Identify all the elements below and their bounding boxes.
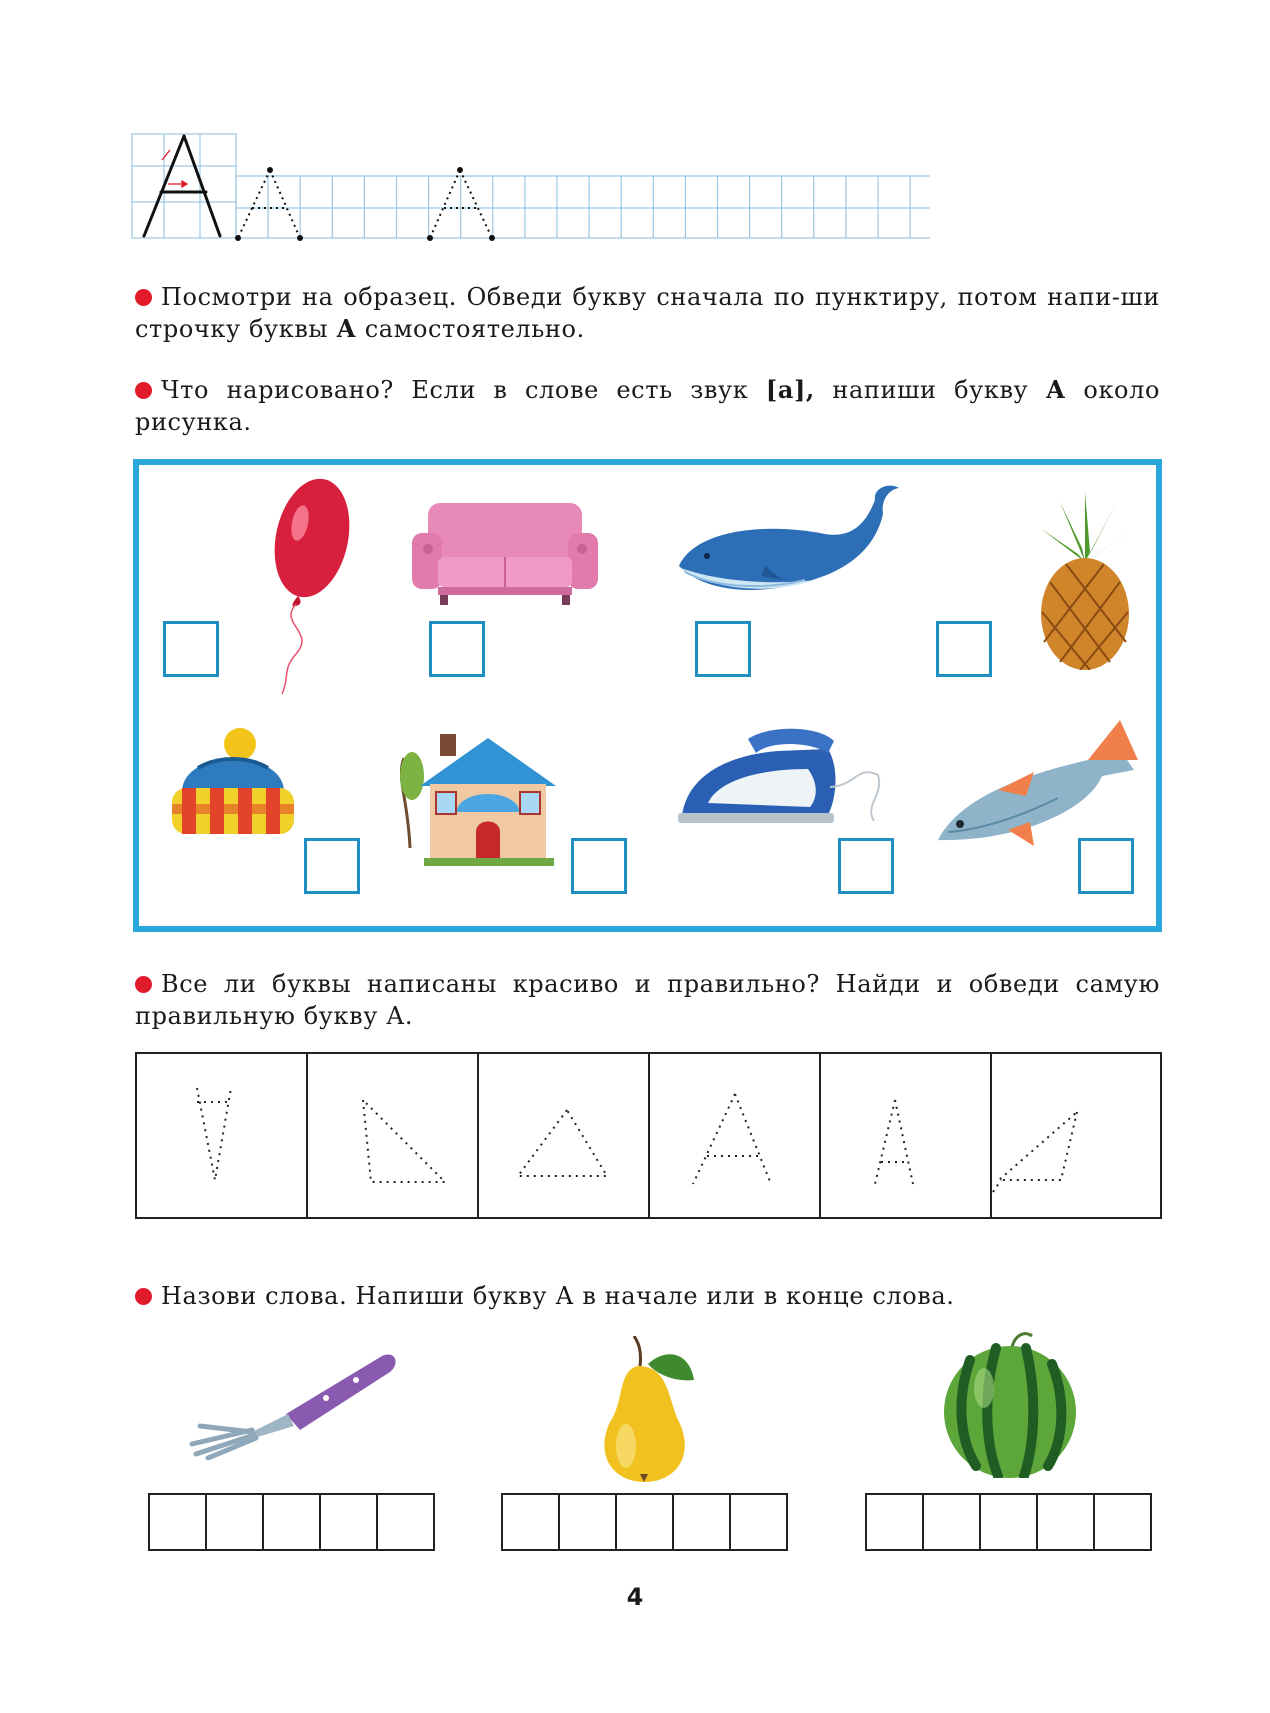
task-2-instruction: Что нарисовано? Если в слове есть звук [а], напиши букву А около рисунка. — [135, 375, 1161, 436]
word-box-cell[interactable] — [1036, 1493, 1095, 1551]
fork-icon — [186, 1350, 398, 1460]
traced-letter-1 — [238, 170, 300, 238]
page-number: 4 — [626, 1583, 644, 1611]
answer-box-balloon[interactable] — [163, 621, 219, 677]
word-box-cell[interactable] — [979, 1493, 1038, 1551]
whale-icon — [675, 480, 905, 602]
word-box-cell[interactable] — [205, 1493, 264, 1551]
answer-box-fish[interactable] — [1078, 838, 1134, 894]
copybook-row — [130, 130, 930, 242]
variant-6-letter — [993, 1112, 1077, 1192]
word-box-cell[interactable] — [319, 1493, 378, 1551]
answer-box-house[interactable] — [571, 838, 627, 894]
word-box-cell[interactable] — [262, 1493, 321, 1551]
bullet-icon — [135, 289, 152, 306]
word-box-cell[interactable] — [1093, 1493, 1152, 1551]
answer-box-pineapple[interactable] — [936, 621, 992, 677]
pear-icon — [598, 1336, 708, 1482]
variant-4-letter — [693, 1094, 771, 1184]
answer-box-iron[interactable] — [838, 838, 894, 894]
word-box-cell[interactable] — [922, 1493, 981, 1551]
word-box-cell[interactable] — [615, 1493, 674, 1551]
watermelon-icon — [940, 1330, 1080, 1478]
task-1-instruction: Посмотри на образец. Обведи букву сначала по пунктиру, потом напи-ши строчку буквы А самостоятельно. — [135, 283, 1160, 343]
house-icon — [400, 728, 560, 866]
task-4-instruction: Назови слова. Напиши букву А в начале или в конце слова. — [135, 1280, 1160, 1312]
iron-icon — [678, 725, 883, 825]
word-box-cell[interactable] — [148, 1493, 207, 1551]
task-3-instruction: Все ли буквы написаны красиво и правильно? Найди и обведи самую правильную букву А. — [135, 970, 1160, 1030]
word-box-cell[interactable] — [376, 1493, 435, 1551]
hat-icon — [168, 728, 298, 840]
variant-3-letter — [518, 1110, 607, 1176]
word-box-cell[interactable] — [672, 1493, 731, 1551]
word-box-cell[interactable] — [558, 1493, 617, 1551]
word-box-cell[interactable] — [501, 1493, 560, 1551]
sofa-icon — [410, 497, 600, 605]
word-box-cell[interactable] — [729, 1493, 788, 1551]
answer-box-whale[interactable] — [695, 621, 751, 677]
letter-variants — [135, 1052, 1162, 1219]
pineapple-icon — [1030, 492, 1140, 670]
answer-box-sofa[interactable] — [429, 621, 485, 677]
variant-5-letter — [875, 1100, 913, 1184]
balloon-icon — [240, 478, 360, 703]
bullet-icon — [135, 1288, 152, 1305]
word-box-cell[interactable] — [865, 1493, 924, 1551]
bullet-icon — [135, 382, 152, 399]
answer-box-hat[interactable] — [304, 838, 360, 894]
variant-1-letter — [197, 1088, 231, 1180]
bullet-icon — [135, 976, 152, 993]
variant-2-letter — [363, 1100, 445, 1182]
